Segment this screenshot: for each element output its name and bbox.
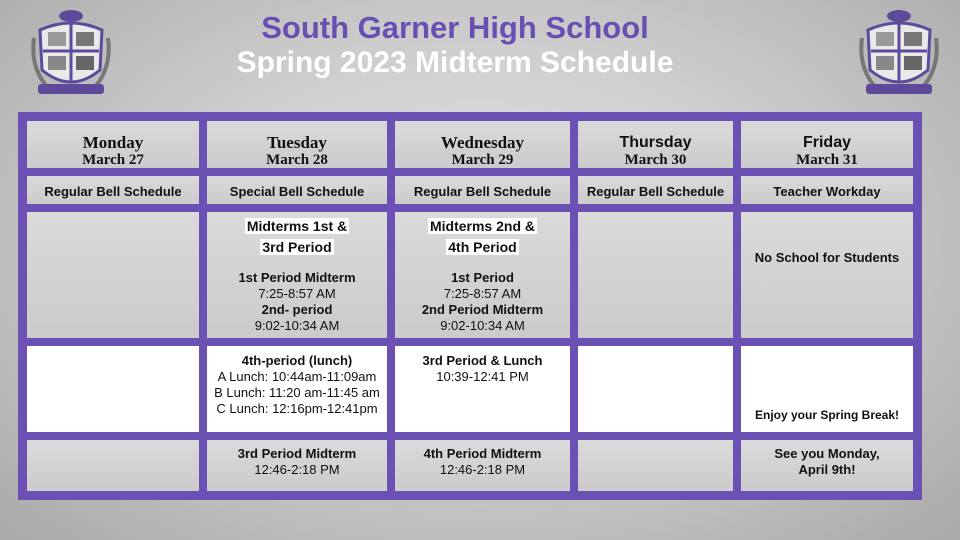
see-you-note: See you Monday,	[774, 446, 880, 461]
morning-wednesday	[395, 212, 570, 338]
midterm-heading: Midterms 2nd &	[429, 218, 535, 234]
day-name: Friday	[802, 134, 851, 151]
day-date: March 28	[266, 152, 328, 168]
lunch-label: 3rd Period & Lunch	[422, 353, 543, 368]
spring-break-note: Enjoy your Spring Break!	[754, 408, 900, 422]
lunch-a: A Lunch: 10:44am-11:09am	[217, 369, 377, 384]
afternoon-tuesday	[207, 440, 387, 491]
bell-tuesday: Special Bell Schedule	[207, 176, 387, 204]
period-label: 2nd Period Midterm	[421, 302, 544, 317]
period-time: 9:02-10:34 AM	[254, 318, 340, 333]
period-time: 7:25-8:57 AM	[258, 286, 336, 301]
afternoon-wednesday	[395, 440, 570, 491]
afternoon-monday	[27, 440, 199, 491]
period-time: 12:46-2:18 PM	[254, 462, 340, 477]
header-wednesday	[395, 121, 570, 168]
lunch-time: 10:39-12:41 PM	[436, 369, 529, 384]
period-label: 3rd Period Midterm	[237, 446, 357, 461]
period-label: 4th Period Midterm	[423, 446, 542, 461]
no-school-note: No School for Students	[754, 250, 900, 265]
day-name: Monday	[82, 133, 144, 152]
day-date: March 30	[624, 152, 687, 168]
midterm-heading: Midterms 1st &	[246, 218, 348, 234]
morning-thursday	[578, 212, 733, 338]
afternoon-thursday	[578, 440, 733, 491]
bell-wednesday: Regular Bell Schedule	[395, 176, 570, 204]
bell-monday: Regular Bell Schedule	[27, 176, 199, 204]
header-thursday	[578, 121, 733, 168]
lunch-b: B Lunch: 11:20 am-11:45 am	[214, 385, 380, 400]
midterm-heading: 4th Period	[448, 239, 517, 255]
lunch-monday	[27, 346, 199, 432]
morning-monday	[27, 212, 199, 338]
lunch-friday	[741, 346, 913, 432]
day-name: Tuesday	[267, 133, 327, 152]
lunch-c: C Lunch: 12:16pm-12:41pm	[216, 401, 378, 416]
period-time: 7:25-8:57 AM	[443, 286, 522, 301]
header-friday	[741, 121, 913, 168]
bell-friday: Teacher Workday	[741, 176, 913, 204]
day-name: Thursday	[619, 134, 692, 151]
afternoon-friday	[741, 440, 913, 491]
header-tuesday	[207, 121, 387, 168]
period-label: 1st Period	[451, 270, 514, 285]
midterm-heading: 3rd Period	[262, 239, 332, 255]
see-you-note: April 9th!	[798, 462, 856, 477]
lunch-wednesday	[395, 346, 570, 432]
morning-friday	[741, 212, 913, 338]
lunch-thursday	[578, 346, 733, 432]
school-name: South Garner High School	[261, 10, 649, 45]
day-date: March 29	[451, 152, 514, 168]
period-label: 1st Period Midterm	[238, 270, 356, 285]
period-time: 9:02-10:34 AM	[440, 318, 525, 333]
school-crest-right-icon	[856, 8, 942, 100]
schedule-title: Spring 2023 Midterm Schedule	[236, 46, 674, 79]
day-date: March 27	[82, 152, 144, 168]
period-label: 2nd- period	[261, 302, 333, 317]
day-name: Wednesday	[440, 133, 525, 152]
lunch-label: 4th-period (lunch)	[241, 353, 353, 368]
bell-thursday: Regular Bell Schedule	[578, 176, 733, 204]
school-crest-left-icon	[28, 8, 114, 100]
lunch-tuesday	[207, 346, 387, 432]
schedule-table	[18, 112, 922, 500]
morning-tuesday	[207, 212, 387, 338]
day-date: March 31	[796, 152, 858, 168]
header-monday	[27, 121, 199, 168]
period-time: 12:46-2:18 PM	[439, 462, 526, 477]
